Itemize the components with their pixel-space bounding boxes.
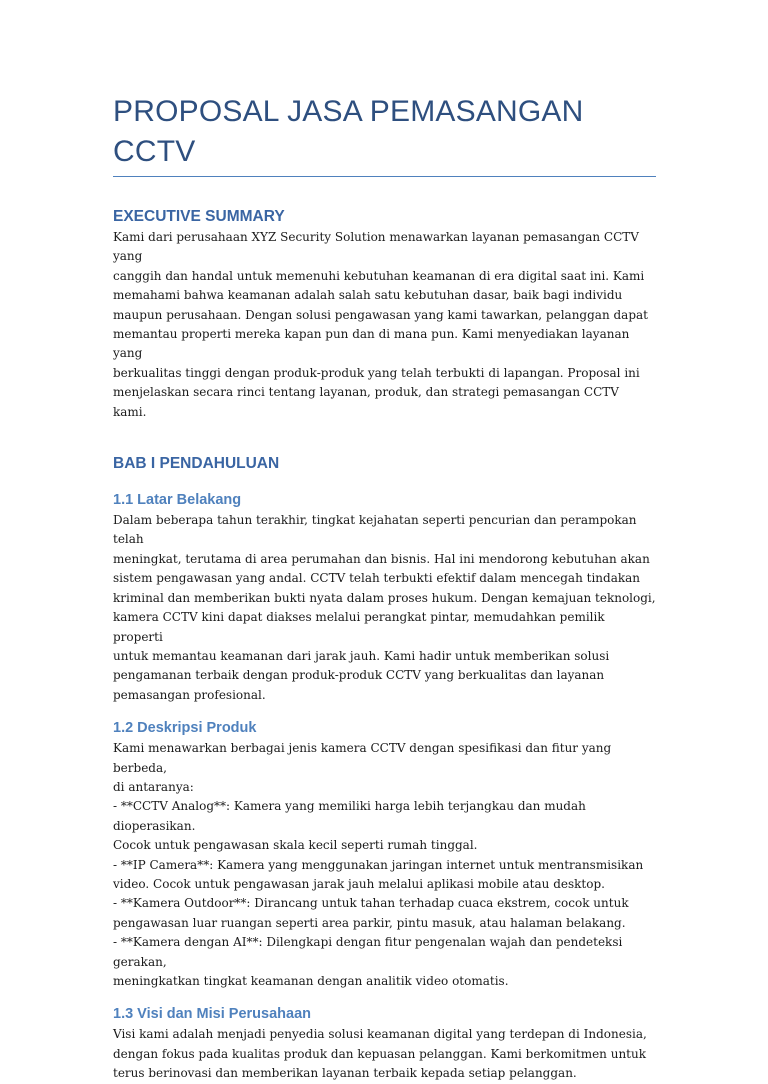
section-visi-misi-heading: 1.3 Visi dan Misi Perusahaan (113, 1006, 311, 1023)
document-title: PROPOSAL JASA PEMASANGAN CCTV (113, 92, 656, 177)
section-latar-belakang-text: Dalam beberapa tahun terakhir, tingkat kejahatan seperti pencurian dan perampokan telah meningkat, terutama di area perumahan dan bisnis. Hal ini mendorong kebutuhan akan sistem pengawasan yang andal. CCTV telah terbukti efektif dalam mencegah tindakan kriminal dan memberikan bukti nyata dalam proses hukum. Dengan kemajuan teknologi, kamera CCTV kini dapat diakses melalui perangkat pintar, memudahkan pemilik properti untuk memantau keamanan dari jarak jauh. Kami hadir untuk memberikan solusi pengamanan terbaik dengan produk-produk CCTV yang berkualitas dan layanan pemasangan profesional. (113, 513, 656, 702)
section-visi-misi-text: Visi kami adalah menjadi penyedia solusi keamanan digital yang terdepan di Indonesia, dengan fokus pada kualitas produk dan kepuasan pelanggan. Kami berkomitmen untuk terus berinovasi dan memberikan layanan terbaik kepada setiap pelanggan. (113, 1027, 647, 1081)
section-latar-belakang-heading: 1.1 Latar Belakang (113, 492, 242, 509)
chapter-1-heading: BAB I PENDAHULUAN (113, 455, 280, 473)
document-page (113, 92, 656, 1084)
executive-summary-text: Kami dari perusahaan XYZ Security Solution menawarkan layanan pemasangan CCTV yang canggih dan handal untuk memenuhi kebutuhan keamanan di era digital saat ini. Kami memahami bahwa keamanan adalah salah satu kebutuhan dasar, baik bagi individu maupun perusahaan. Dengan solusi pengawasan yang kami tawarkan, pelanggan dapat memantau properti mereka kapan pun dan di mana pun. Kami menyediakan layanan yang berkualitas tinggi dengan produk-produk yang telah terbukti di lapangan. Proposal ini menjelaskan secara rinci tentang layanan, produk, dan strategi pemasangan CCTV kami. (113, 230, 648, 419)
section-deskripsi-produk-text: Kami menawarkan berbagai jenis kamera CCTV dengan spesifikasi dan fitur yang berbeda, di antaranya: - **CCTV Analog**: Kamera yang memiliki harga lebih terjangkau dan mudah dioperasikan. Cocok untuk pengawasan skala kecil seperti rumah tinggal. - **IP Camera**: Kamera yang menggunakan jaringan internet untuk mentransmisikan video. Cocok untuk pengawasan jarak jauh melalui aplikasi mobile atau desktop. - **Kamera Outdoor**: Dirancang untuk tahan terhadap cuaca ekstrem, cocok untuk pengawasan luar ruangan seperti area parkir, pintu masuk, atau halaman belakang. - **Kamera dengan AI**: Dilengkapi dengan fitur pengenalan wajah dan pendeteksi gerakan, meningkatkan tingkat keamanan dengan analitik video otomatis. (113, 741, 644, 988)
section-deskripsi-produk-heading: 1.2 Deskripsi Produk (113, 720, 257, 737)
executive-summary-heading: EXECUTIVE SUMMARY (113, 208, 285, 225)
